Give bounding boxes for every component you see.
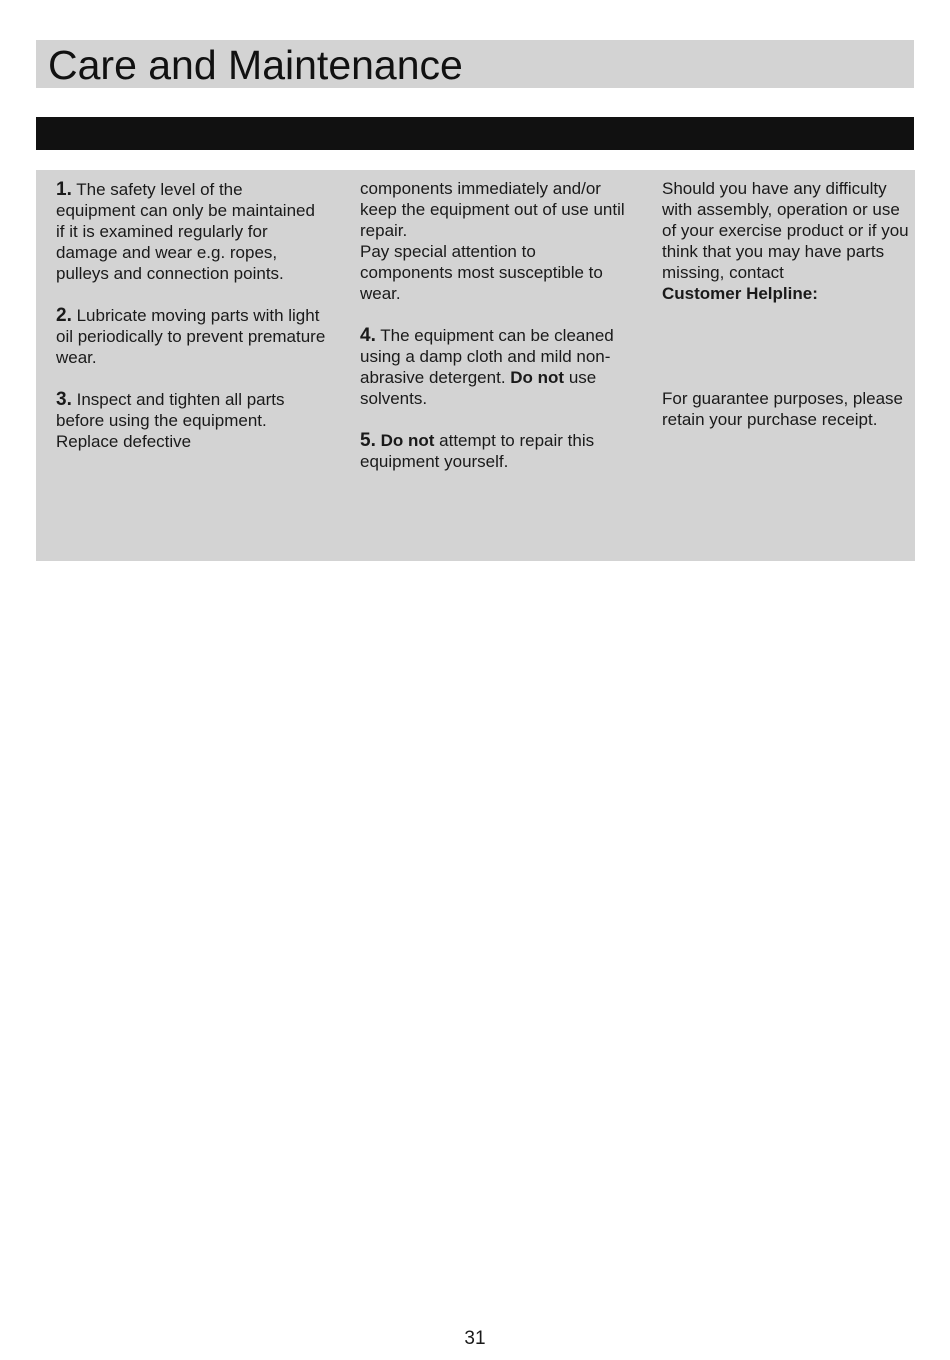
header-band [36, 117, 914, 150]
guarantee-note: For guarantee purposes, please retain your purchase receipt. [662, 389, 903, 429]
item-1 [56, 179, 326, 284]
item-4 [360, 325, 630, 409]
emphasis-text: Do not [510, 368, 565, 387]
item-number: 5. [360, 430, 376, 451]
item-number: 3. [56, 389, 72, 410]
item-text: The equipment can be cleaned using a damp cloth and mild non-abrasive detergent. [360, 326, 614, 387]
item-3-continued: components immediately and/or keep the equipment out of use until repair. [360, 179, 625, 240]
item-text: Lubricate moving parts with light oil periodically to prevent premature wear. [56, 306, 326, 367]
item-3-note: Pay special attention to components most susceptible to wear. [360, 242, 603, 303]
item-text: attempt to repair this equipment yourself. [360, 431, 595, 471]
item-number: 1. [56, 179, 72, 200]
page-title: Care and Maintenance [48, 42, 463, 88]
item-2 [56, 305, 326, 368]
column-1 [56, 179, 326, 452]
item-number: 4. [360, 325, 376, 346]
item-text: use solvents. [360, 368, 597, 408]
customer-helpline-label: Customer Helpline: [662, 284, 818, 303]
page-number: 31 [464, 1328, 486, 1349]
emphasis-text: Do not [380, 431, 435, 450]
item-5 [360, 430, 630, 472]
column-2 [360, 178, 630, 472]
item-number: 2. [56, 305, 72, 326]
item-text: Inspect and tighten all parts before using the equipment. Replace defective [56, 390, 285, 451]
content-panel [36, 170, 915, 561]
title-bar [36, 40, 914, 88]
item-text: The safety level of the equipment can only be maintained if it is examined regularly for damage and wear e.g. ropes, pulleys and connection points. [56, 180, 315, 283]
support-text: Should you have any difficulty with assembly, operation or use of your exercise product or if you think that you may have parts missing, contact [662, 179, 909, 282]
item-3 [56, 389, 326, 452]
column-3 [662, 178, 912, 430]
